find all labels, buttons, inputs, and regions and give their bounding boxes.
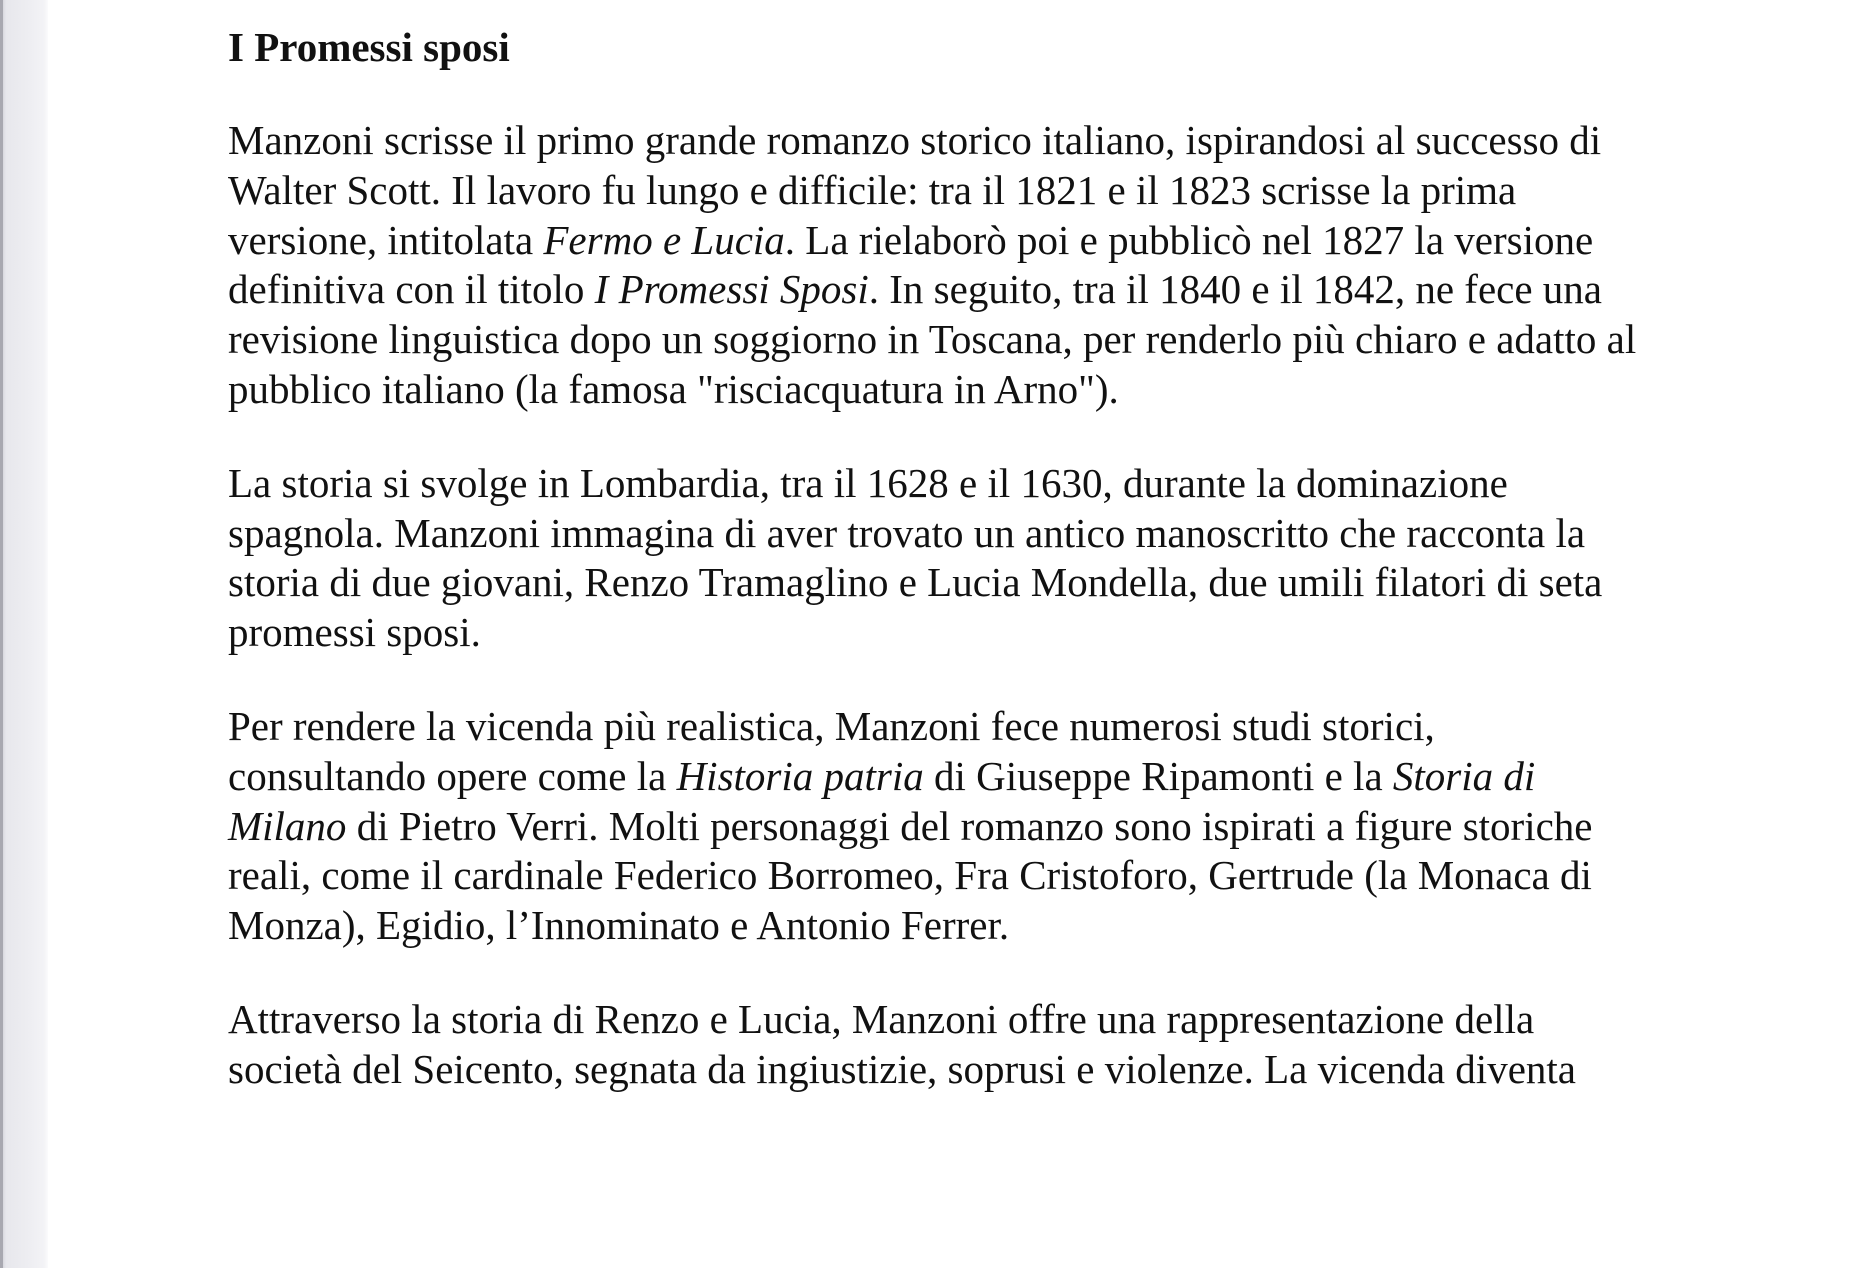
paragraph-p2: [228, 459, 1788, 658]
document-title: I Promessi sposi: [228, 24, 510, 70]
text-line: [228, 702, 1788, 752]
text-run: promessi sposi.: [228, 609, 481, 656]
text-line: [228, 802, 1788, 852]
text-line: [228, 265, 1788, 315]
text-run: Per rendere la vicenda più realistica, Manzoni fece numerosi studi storici,: [228, 702, 1435, 749]
italic-title-text: Fermo e Lucia: [543, 216, 785, 263]
text-run: storia di due giovani, Renzo Tramaglino e Lucia Mondella, due umili filatori di seta: [228, 559, 1603, 606]
text-line: [228, 166, 1788, 216]
text-line: [228, 608, 1788, 658]
text-run: . In seguito, tra il 1840 e il 1842, ne fece una: [868, 266, 1603, 313]
text-run: di Giuseppe Ripamonti e la: [923, 752, 1393, 799]
text-line: [228, 558, 1788, 608]
text-run: definitiva con il titolo: [228, 266, 595, 313]
paragraph-p3: [228, 702, 1788, 951]
text-line: [228, 1045, 1788, 1095]
text-line: [228, 901, 1788, 951]
text-line: [228, 851, 1788, 901]
text-run: La storia si svolge in Lombardia, tra il 1628 e il 1630, durante la dominazione: [228, 459, 1508, 506]
text-run: Monza), Egidio, l’Innominato e Antonio Ferrer.: [228, 902, 1010, 949]
text-run: Attraverso la storia di Renzo e Lucia, Manzoni offre una rappresentazione della: [228, 995, 1535, 1042]
text-line: [228, 459, 1788, 509]
text-run: pubblico italiano (la famosa "risciacquatura in Arno").: [228, 365, 1119, 412]
paragraphs-container: [228, 116, 1788, 1095]
text-run: Manzoni scrisse il primo grande romanzo storico italiano, ispirandosi al successo di: [228, 117, 1602, 163]
italic-title-text: Milano: [228, 802, 347, 849]
document-page[interactable]: [48, 0, 1859, 1268]
text-run: reali, come il cardinale Federico Borromeo, Fra Cristoforo, Gertrude (la Monaca di: [228, 852, 1592, 899]
text-line: [228, 509, 1788, 559]
text-line: [228, 995, 1788, 1045]
text-run: . La rielaborò poi e pubblicò nel 1827 la versione: [784, 216, 1594, 263]
paragraph-p1: [228, 116, 1788, 415]
text-line: [228, 216, 1788, 266]
document-content: [228, 22, 1788, 1095]
text-run: Walter Scott. Il lavoro fu lungo e difficile: tra il 1821 e il 1823 scrisse la prima: [228, 166, 1517, 213]
left-page-gutter: [0, 0, 48, 1268]
gutter-edge: [0, 0, 3, 1268]
italic-title-text: I Promessi Sposi: [594, 266, 869, 313]
italic-title-text: Historia patria: [676, 752, 924, 799]
text-run: consultando opere come la: [228, 752, 677, 799]
italic-title-text: Storia di: [1392, 752, 1536, 799]
paragraph-p4: [228, 995, 1788, 1095]
text-line: [228, 315, 1788, 365]
text-run: società del Seicento, segnata da ingiustizie, soprusi e violenze. La vicenda diventa: [228, 1045, 1576, 1092]
text-line: [228, 752, 1788, 802]
text-run: di Pietro Verri. Molti personaggi del romanzo sono ispirati a figure storiche: [346, 802, 1593, 849]
text-run: versione, intitolata: [228, 216, 544, 263]
text-run: spagnola. Manzoni immagina di aver trovato un antico manoscritto che racconta la: [228, 509, 1586, 556]
text-line: [228, 365, 1788, 415]
text-line: [228, 116, 1788, 166]
text-run: revisione linguistica dopo un soggiorno in Toscana, per renderlo più chiaro e adatto al: [228, 316, 1637, 363]
